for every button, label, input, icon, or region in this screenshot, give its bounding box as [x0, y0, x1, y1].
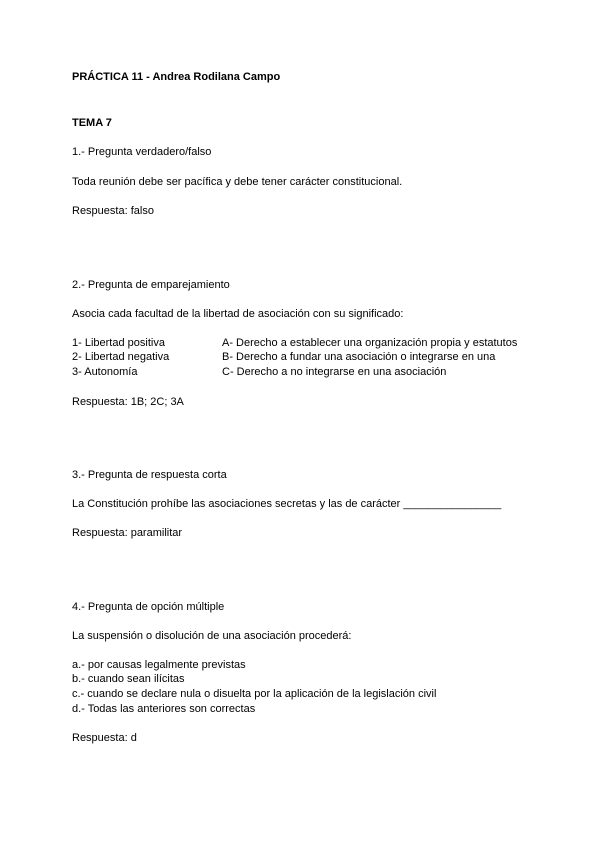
- question-1-heading: 1.- Pregunta verdadero/falso: [72, 146, 212, 158]
- question-2-prompt: Asocia cada facultad de la libertad de asociación con su significado:: [72, 308, 404, 320]
- question-3-answer: Respuesta: paramilitar: [72, 527, 183, 539]
- match-right-item: A- Derecho a establecer una organización propia y estatutos: [222, 337, 518, 349]
- topic-heading: TEMA 7: [72, 117, 112, 129]
- question-2-heading: 2.- Pregunta de emparejamiento: [72, 279, 230, 291]
- option-item: a.- por causas legalmente previstas: [72, 659, 246, 671]
- option-item: d.- Todas las anteriores son correctas: [72, 703, 256, 715]
- match-left-item: 1- Libertad positiva: [72, 337, 165, 349]
- document-title: PRÁCTICA 11 - Andrea Rodilana Campo: [72, 71, 281, 83]
- question-4-prompt: La suspensión o disolución de una asociación procederá:: [72, 630, 352, 642]
- question-4-answer: Respuesta: d: [72, 732, 137, 744]
- question-1-answer: Respuesta: falso: [72, 205, 154, 217]
- question-1-statement: Toda reunión debe ser pacífica y debe tener carácter constitucional.: [72, 176, 403, 188]
- match-left-item: 3- Autonomía: [72, 366, 138, 378]
- question-3-statement: La Constitución prohíbe las asociaciones secretas y las de carácter ________________: [72, 498, 502, 510]
- match-right-item: B- Derecho a fundar una asociación o integrarse en una: [222, 351, 496, 363]
- question-2-answer: Respuesta: 1B; 2C; 3A: [72, 396, 184, 408]
- option-item: b.- cuando sean ilícitas: [72, 673, 185, 685]
- question-3-heading: 3.- Pregunta de respuesta corta: [72, 469, 227, 481]
- match-left-item: 2- Libertad negativa: [72, 351, 170, 363]
- match-right-item: C- Derecho a no integrarse en una asociación: [222, 366, 447, 378]
- option-item: c.- cuando se declare nula o disuelta por la aplicación de la legislación civil: [72, 688, 437, 700]
- question-4-heading: 4.- Pregunta de opción múltiple: [72, 601, 225, 613]
